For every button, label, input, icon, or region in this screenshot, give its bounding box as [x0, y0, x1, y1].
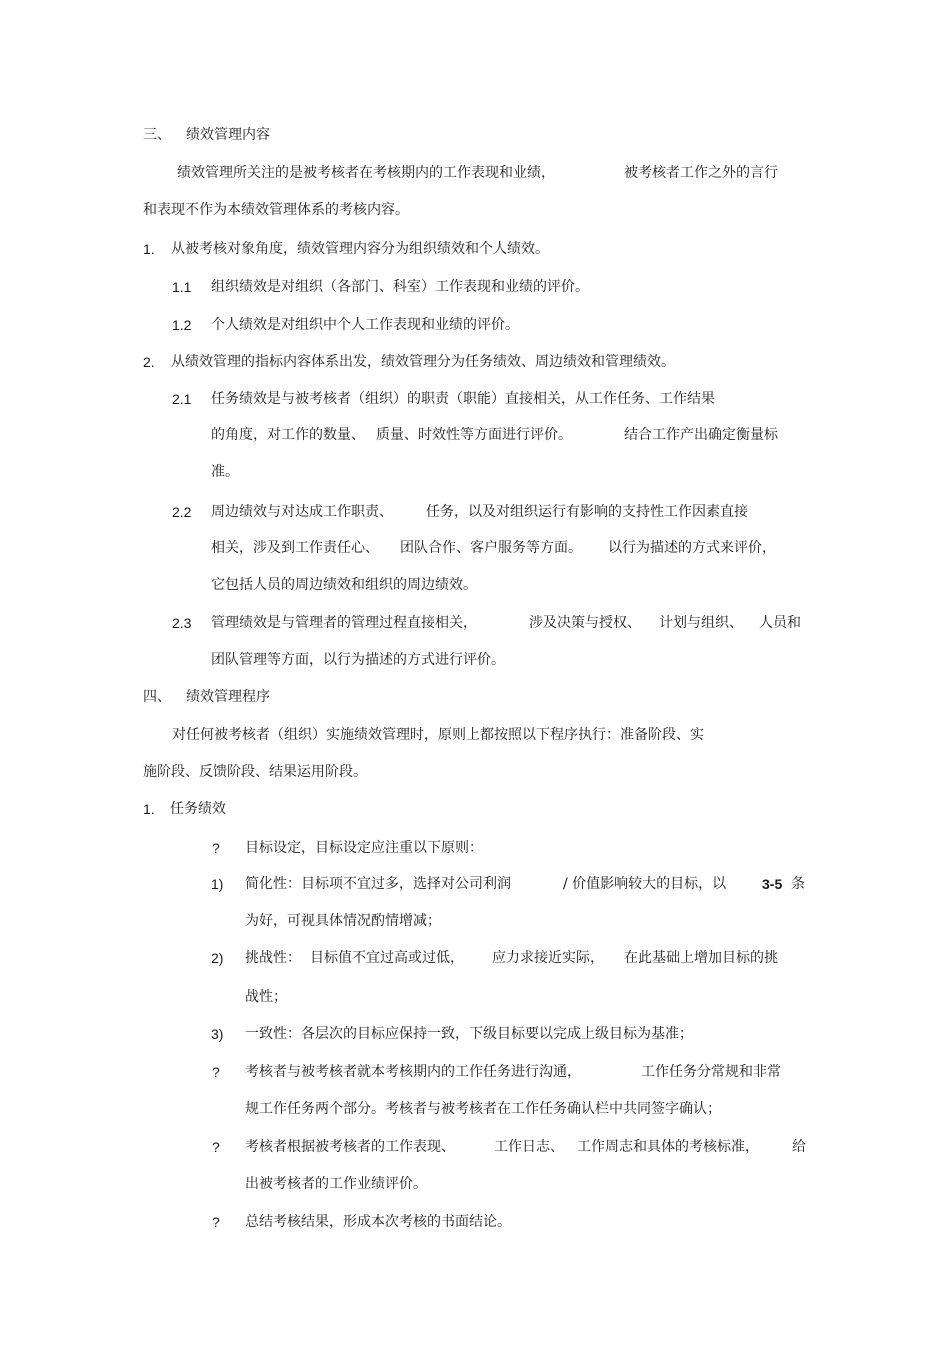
item-1-2-text: 个人绩效是对组织中个人工作表现和业绩的评价。: [211, 317, 519, 333]
principle-3-number: 3): [211, 1026, 224, 1042]
bullet-4-text: 总结考核结果，形成本次考核的书面结论。: [245, 1214, 511, 1230]
bullet-1-mark: ?: [212, 840, 220, 856]
principle-1-number: 1): [211, 876, 224, 892]
principle-1-line-2: 为好，可视具体情况酌情增减；: [245, 913, 441, 929]
item-2-2-number: 2.2: [172, 504, 192, 520]
bullet-4-mark: ?: [212, 1214, 220, 1230]
principle-1-line-1c: 3-5: [762, 876, 783, 892]
bullet-3-line-2: 出被考核者的工作业绩评价。: [245, 1176, 427, 1192]
task-performance-title: 任务绩效: [170, 801, 226, 817]
item-2-1-line-2c: 结合工作产出确定衡量标: [624, 427, 778, 443]
principle-2-line-1c: 应力求接近实际，: [492, 950, 604, 966]
item-2-3-line-1a: 管理绩效是与管理者的管理过程直接相关，: [211, 615, 477, 631]
item-2-number: 2.: [143, 354, 155, 370]
bullet-2-line-1a: 考核者与被考核者就本考核期内的工作任务进行沟通，: [245, 1064, 581, 1080]
bullet-2-line-2: 规工作任务两个部分。考核者与被考核者在工作任务确认栏中共同签字确认；: [245, 1101, 721, 1117]
item-2-3-line-1b: 涉及决策与授权、: [529, 615, 641, 631]
section-4-title: 绩效管理程序: [186, 689, 270, 705]
principle-2-line-2: 战性；: [245, 989, 287, 1005]
section-3-number: 三、: [143, 127, 171, 143]
item-1-1-number: 1.1: [172, 279, 192, 295]
section-4-number: 四、: [143, 689, 171, 705]
item-2-text: 从绩效管理的指标内容体系出发，绩效管理分为任务绩效、周边绩效和管理绩效。: [171, 354, 675, 370]
item-1-text: 从被考核对象角度，绩效管理内容分为组织绩效和个人绩效。: [171, 241, 549, 257]
item-1-2-number: 1.2: [172, 317, 192, 333]
item-2-3-line-1c: 计划与组织、: [659, 615, 743, 631]
principle-2-line-1d: 在此基础上增加目标的挑: [624, 950, 778, 966]
bullet-3-line-1a: 考核者根据被考核者的工作表现、: [245, 1139, 455, 1155]
section-3-intro-part-a: 绩效管理所关注的是被考核者在考核期内的工作表现和业绩，: [177, 165, 555, 181]
item-2-1-line-2a: 的角度，对工作的数量、: [211, 427, 365, 443]
section-3-intro-part-c: 和表现不作为本绩效管理体系的考核内容。: [143, 202, 409, 218]
item-2-2-line-2a: 相关，涉及到工作责任心、: [211, 540, 379, 556]
item-1-number: 1.: [143, 241, 155, 257]
section-3-title: 绩效管理内容: [186, 127, 270, 143]
item-2-2-line-2c: 以行为描述的方式来评价，: [608, 540, 776, 556]
principle-2-line-1b: 目标值不宜过高或过低，: [310, 950, 464, 966]
item-2-2-line-1b: 任务，以及对组织运行有影响的支持性工作因素直接: [426, 504, 748, 520]
bullet-1-text: 目标设定，目标设定应注重以下原则：: [245, 840, 483, 856]
bullet-3-line-1b: 工作日志、: [494, 1139, 564, 1155]
principle-1-line-1b: / 价值影响较大的目标，以: [563, 876, 727, 892]
item-2-3-line-1d: 人员和: [759, 615, 801, 631]
item-2-1-line-2b: 质量、时效性等方面进行评价。: [376, 427, 572, 443]
item-2-1-line-3: 准。: [211, 464, 239, 480]
item-2-2-line-2b: 团队合作、客户服务等方面。: [400, 540, 582, 556]
item-1-1-text: 组织绩效是对组织（各部门、科室）工作表现和业绩的评价。: [211, 279, 589, 295]
principle-1-line-1d: 条: [791, 876, 805, 892]
item-2-3-number: 2.3: [172, 615, 192, 631]
section-4-intro-line-1: 对任何被考核者（组织）实施绩效管理时，原则上都按照以下程序执行：准备阶段、实: [172, 727, 704, 743]
task-performance-number: 1.: [143, 801, 155, 817]
item-2-2-line-1a: 周边绩效与对达成工作职责、: [211, 504, 393, 520]
section-3-intro-part-b: 被考核者工作之外的言行: [624, 165, 778, 181]
principle-2-line-1a: 挑战性：: [245, 950, 301, 966]
bullet-3-line-1d: 给: [792, 1139, 806, 1155]
bullet-2-mark: ?: [212, 1064, 220, 1080]
item-2-2-line-3: 它包括人员的周边绩效和组织的周边绩效。: [211, 577, 477, 593]
bullet-2-line-1b: 工作任务分常规和非常: [641, 1064, 781, 1080]
item-2-1-number: 2.1: [172, 391, 192, 407]
item-2-3-line-2: 团队管理等方面，以行为描述的方式进行评价。: [211, 652, 505, 668]
principle-2-number: 2): [211, 950, 224, 966]
principle-3-text: 一致性：各层次的目标应保持一致，下级目标要以完成上级目标为基准；: [245, 1026, 693, 1042]
bullet-3-mark: ?: [212, 1139, 220, 1155]
item-2-1-line-1: 任务绩效是与被考核者（组织）的职责（职能）直接相关，从工作任务、工作结果: [211, 391, 715, 407]
principle-1-line-1a: 简化性：目标项不宜过多，选择对公司利润: [245, 876, 511, 892]
section-4-intro-line-2: 施阶段、反馈阶段、结果运用阶段。: [143, 764, 367, 780]
bullet-3-line-1c: 工作周志和具体的考核标准，: [577, 1139, 759, 1155]
